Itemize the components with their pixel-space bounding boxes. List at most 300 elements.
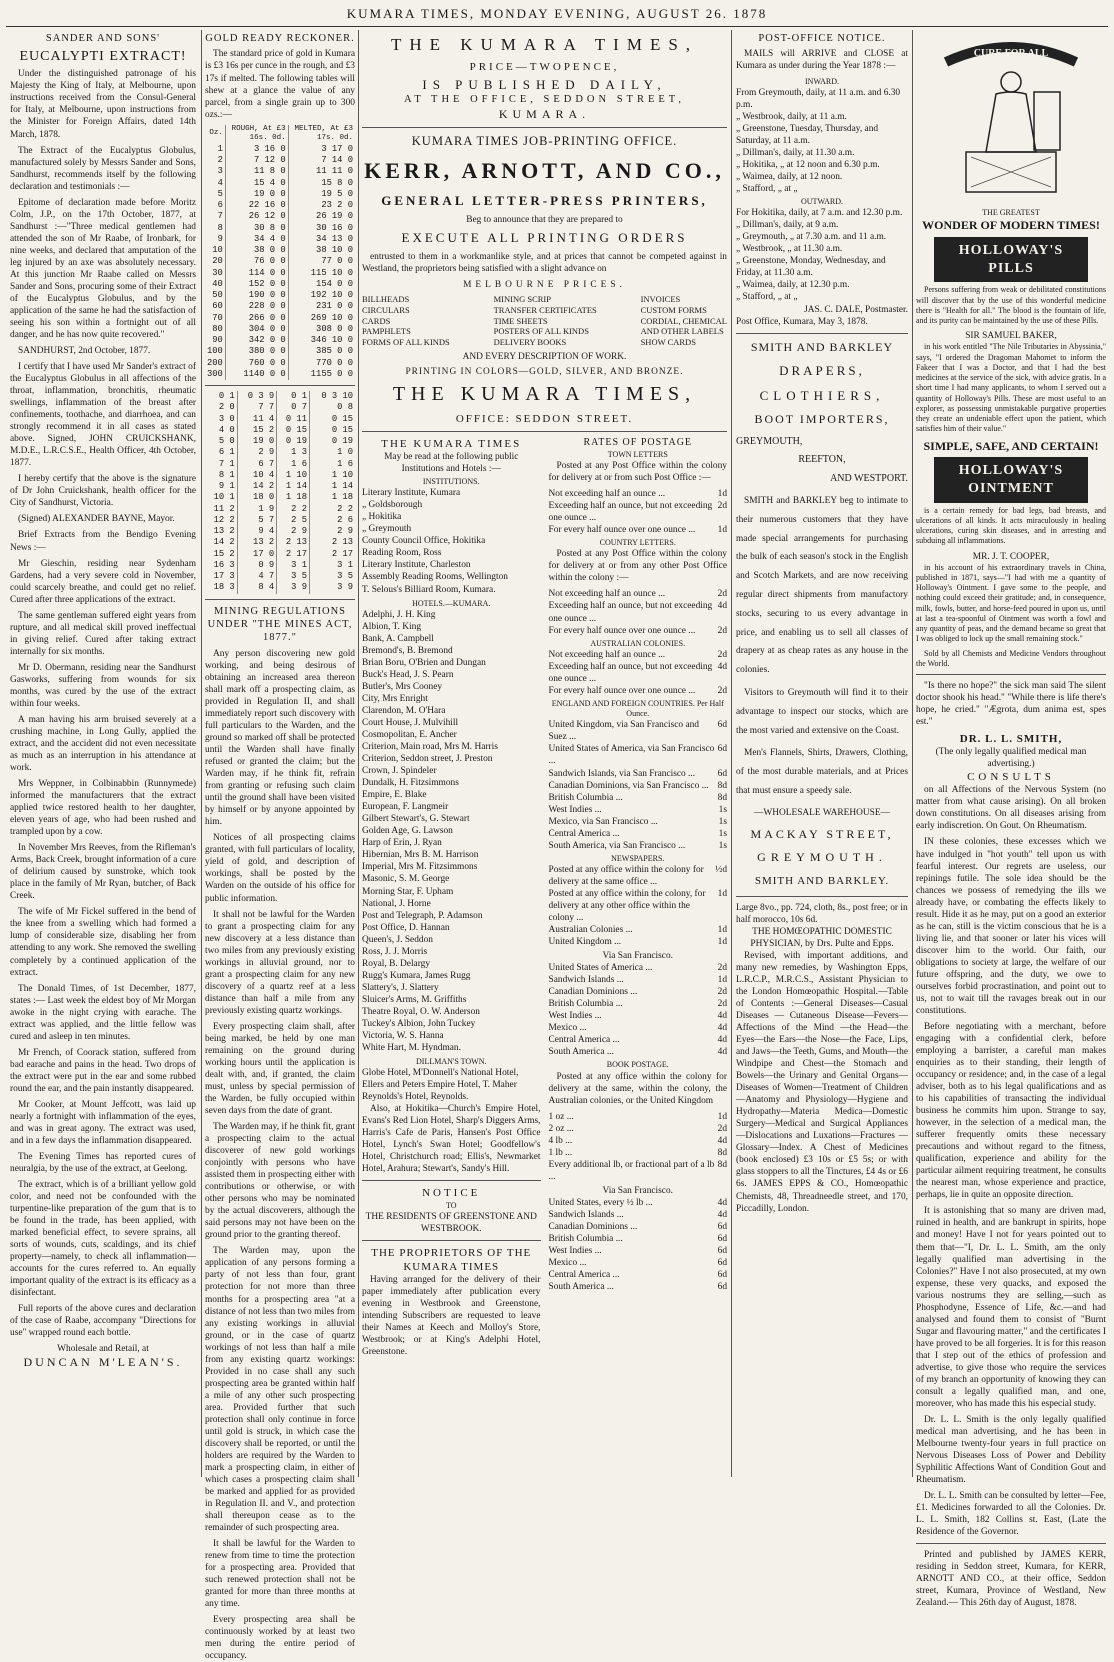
list-item: Literary Institute, Kumara bbox=[362, 488, 461, 499]
dr-smith-body bbox=[916, 836, 1106, 1538]
paragraph: In November Mrs Reeves, from the Rifleman's Arms, Back Creek, brought information of a cure of delirium caused by sunstroke, which took place in the family of Mr Ryan, butcher, of Back Creek. bbox=[10, 843, 196, 902]
wholesale: —WHOLESALE WAREHOUSE— bbox=[753, 807, 890, 818]
consults-heading: CONSULTS bbox=[967, 771, 1055, 784]
masthead-rule bbox=[6, 26, 1108, 27]
table-row: 10 38 0 0 38 10 0 bbox=[212, 245, 353, 256]
list-item: Crown, J. Spindeler bbox=[362, 766, 437, 777]
column-divider bbox=[731, 30, 732, 1477]
paper-price: PRICE—TWOPENCE, bbox=[469, 60, 620, 73]
list-item: Empire, E. Blake bbox=[362, 790, 427, 801]
dillman-heading: DILLMAN'S TOWN. bbox=[416, 1056, 487, 1066]
paragraph: Dr. L. L. Smith can be consulted by letter—Fee, £1. Medicines forwarded to all the Colonies. Dr. L. L. Smith, 182 Collins st. East, (Late the Residence of the Governor. bbox=[916, 1491, 1106, 1538]
rate-row: United Kingdom, via San Francisco and Suez ... 6d bbox=[548, 720, 727, 743]
job-item: CUSTOM FORMS bbox=[640, 304, 707, 315]
table-row: 12 2 5 7 2 5 2 6 bbox=[213, 514, 353, 525]
list-item: Rugg's Kumara, James Rugg bbox=[362, 970, 471, 981]
table-row: 4 15 4 0 15 8 0 bbox=[217, 177, 353, 188]
table-row: 5 0 19 0 0 19 0 19 bbox=[218, 436, 353, 447]
rate-row: Sandwich Islands ... 4d bbox=[548, 1210, 727, 1221]
rate-row: Central America ... 6d bbox=[548, 1270, 727, 1281]
australian-rates bbox=[549, 649, 728, 697]
rate-row: Not exceeding half an ounce ... 1d bbox=[548, 488, 727, 499]
list-item: Harp of Erin, J. Ryan bbox=[362, 838, 442, 849]
reckoner-intro: The standard price of gold in Kumara is £3 16s per cunce in the rough, and £3 17s if melted. The following tables will shew at a glance the value of any parcel, from a single grain up to 300 ozs.:— bbox=[205, 49, 355, 120]
paragraph: Dr. L. L. Smith is the only legally qualified medical man advertising, and he has been in Melbourne twenty-four years in full practice on Nervous Diseases Loss of Power and Debility Syphilitic Affections Want of Condition Gout and Rheumatism. bbox=[916, 1414, 1106, 1486]
column-holloway bbox=[916, 30, 1106, 1609]
list-item: „ Waimea, daily, at 12.30 p.m. bbox=[736, 280, 850, 291]
column-kumara-times bbox=[362, 30, 727, 1477]
paragraph: The Warden may, upon the application of any persons forming a party of not less than four, grant protection for not more than three months for a prospecting area "at a distance of not less than two miles from any existing workings in alluvial ground, or in the case of quartz workings of not less than half a mile from any existing quartz workings: Provided in no case shall any such prospecting area be granted within half a mile of any other such prospecting area. Provided further that such protection shall only continue in force until gold is struck, in which case the discovery shall be reported, or until the holders are required by the Warden to mark a prospecting claim, in either of which cases a prospecting claim shall be marked and applied for as provided in Regulation II. and V., and protection shall thereupon cease as to the remainder of such prospecting area. bbox=[205, 1246, 355, 1534]
list-item: Hibernian, Mrs B. M. Harrison bbox=[362, 850, 479, 861]
table-row: 11 2 1 9 2 2 2 2 bbox=[213, 503, 353, 514]
list-item: „ Westbrook, daily, at 11 a.m. bbox=[736, 111, 847, 122]
rate-row: United Kingdom ... 1d bbox=[548, 937, 727, 948]
table-row: 2 7 12 0 7 14 0 bbox=[217, 155, 353, 166]
table-row: 8 1 10 4 1 10 1 10 bbox=[218, 469, 353, 480]
list-item: Adelphi, J. H. King bbox=[362, 609, 436, 620]
job-item: DELIVERY BOOKS bbox=[493, 337, 567, 348]
list-item: Post and Telegraph, P. Adamson bbox=[362, 910, 483, 921]
list-item: Cosmopolitan, E. Ancher bbox=[362, 730, 457, 741]
rate-row: United States of America ... 2d bbox=[548, 963, 727, 974]
ad-footer-line: Wholesale and Retail, at bbox=[57, 1344, 149, 1355]
rate-row: Mexico ... 4d bbox=[548, 1023, 727, 1034]
paragraph: The extract, which is of a brilliant yellow gold color, and need not be confounded with the turpentine-like preparation of the gum that is to be found in the trade, has been applied, with marked beneficial effect, to severe sprains, all sorts of wounds, cuts, scaldings, and its chief property—namely, to check all inflammation—accounts for the cures referred to. An equally important quality of the extract is its efficacy as a disinfectant. bbox=[10, 1180, 196, 1299]
rate-row: Mexico, via San Francisco ... 1s bbox=[548, 816, 727, 827]
country-rates bbox=[549, 588, 728, 636]
paragraph: Every prospecting claim shall, after being marked, be held by one man remaining on the ground during working hours until the application is dealt with, and, if granted, the claim must, unless by special permission of the Warden, be fully occupied within seven days from the date of grant. bbox=[205, 1021, 355, 1117]
list-item: Court House, J. Mulvihill bbox=[362, 718, 459, 729]
job-list-a bbox=[362, 294, 450, 348]
list-item: Bank, A. Campbell bbox=[362, 633, 434, 644]
list-item: County Council Office, Hokitika bbox=[362, 536, 486, 547]
job-item: MINING SCRIP bbox=[493, 293, 551, 304]
paragraph: Under the distinguished patronage of his Majesty the King of Italy, at Melbourne, upon instructions received from the Consul-General for Italy, at Melbourne, upon instructions from the Minister for Foreign Affairs, dated 14th March, 1878. bbox=[10, 69, 196, 140]
mining-body bbox=[205, 648, 355, 1662]
wonder-title: WONDER OF MODERN TIMES! bbox=[922, 218, 1100, 233]
paragraph: The Donald Times, of 1st December, 1877, states :— Last week the eldest boy of Mr Morgan awoke in the night crying with earache. The extract was applied, and the little fellow was cured and asleep in ten minutes. bbox=[10, 983, 196, 1042]
list-item: „ Goldsborough bbox=[362, 500, 423, 511]
list-item: „ Westbrook, „ at 11.30 a.m. bbox=[736, 244, 843, 255]
rate-row: Exceeding half an ounce, but not exceeding one ounce ... 4d bbox=[548, 601, 727, 624]
list-item: Sluicer's Arms, M. Griffiths bbox=[362, 994, 467, 1005]
list-item: „ Greymouth bbox=[362, 524, 412, 535]
job-list-b bbox=[494, 294, 597, 348]
table-row: 30 114 0 0 115 10 0 bbox=[212, 267, 353, 278]
list-item: Clarendon, M. O'Hara bbox=[362, 706, 446, 717]
job-item: PAMPHLETS bbox=[362, 326, 411, 337]
printer-imprint: Printed and published by JAMES KERR, residing in Seddon street, Kumara, for KERR, ARNOTT AND CO., at their office, Seddon street, Kumara, Province of Westland, New Zealand.— This 26th day of August, 1878. bbox=[916, 1550, 1106, 1609]
firm-name: KERR, ARNOTT, AND CO., bbox=[364, 158, 725, 184]
list-item: From Greymouth, daily, at 11 a.m. and 6.30 p.m. bbox=[736, 87, 901, 110]
rate-row: Exceeding half an ounce, but not exceeding one ounce ... 4d bbox=[548, 661, 727, 684]
table-row: 9 34 4 0 34 13 0 bbox=[217, 233, 353, 244]
list-item: Tuckey's Albion, John Tuckey bbox=[362, 1018, 476, 1029]
list-item: Gilbert Stewart's, G. Stewart bbox=[362, 814, 470, 825]
paragraph: I hereby certify that the above is the signature of Dr John Cruickshank, health officer for the City of Sandhurst, Victoria. bbox=[10, 474, 196, 509]
job-list bbox=[362, 294, 727, 348]
book-rates bbox=[549, 1111, 728, 1183]
reading-intro: May be read at the following public Institutions and Hotels :— bbox=[384, 451, 519, 474]
sf2-rates bbox=[549, 1197, 728, 1293]
job-item: POSTERS OF ALL KINDS bbox=[493, 326, 589, 337]
cooper-heading: MR. J. T. COOPER, bbox=[972, 551, 1050, 562]
job-item: BILLHEADS bbox=[362, 293, 410, 304]
town-heading: TOWN LETTERS bbox=[607, 449, 668, 459]
baker-heading: SIR SAMUEL BAKER, bbox=[965, 331, 1057, 342]
rate-row: Central America ... 4d bbox=[548, 1035, 727, 1046]
smith-flannels: Men's Flannels, Shirts, Drawers, Clothing, of the most durable materials, and at Prices that must ensure a speedy sale. bbox=[736, 748, 908, 797]
paragraph: Full reports of the above cures and declaration of the case of Raabe, accompany "Directions for use" wrapped round each bottle. bbox=[10, 1304, 196, 1339]
list-item: Morning Star, F. Upham bbox=[362, 886, 454, 897]
job-item: TIME SHEETS bbox=[493, 315, 548, 326]
homeo-intro: Large 8vo., pp. 724, cloth, 8s., post free; or in half morocco, 10s 6d. bbox=[736, 902, 908, 925]
list-item: „ Dillman's, daily, at 11.30 a.m. bbox=[736, 147, 855, 158]
svg-text:CURE FOR ALL: CURE FOR ALL bbox=[973, 48, 1049, 59]
rate-row: British Columbia ... 8d bbox=[548, 792, 727, 803]
job-list-c bbox=[641, 294, 727, 348]
paragraph: A man having his arm bruised severely at a crushing machine, in Long Gully, applied the extract, and the accident did not even necessitate as much as an interruption in his attendance at work. bbox=[10, 714, 196, 774]
table-row: 6 22 16 0 23 2 0 bbox=[217, 200, 353, 211]
ad-body bbox=[10, 68, 196, 1339]
list-item: „ Greenstone, Tuesday, Thursday, and Saturday, at 11 a.m. bbox=[736, 123, 879, 146]
list-item: „ Stafford, „ at „ bbox=[736, 292, 798, 303]
list-item: White Hart, M. Hyndman. bbox=[362, 1042, 461, 1053]
list-item: Ross, J. J. Morris bbox=[362, 946, 428, 957]
institutions-heading: INSTITUTIONS. bbox=[422, 477, 480, 487]
book-heading: BOOK POSTAGE. bbox=[606, 1060, 669, 1070]
simple-safe-title: SIMPLE, SAFE, AND CERTAIN! bbox=[923, 438, 1099, 453]
table-row: 5 19 0 0 19 5 0 bbox=[217, 188, 353, 199]
ointment-text: is a certain remedy for bad legs, bad breasts, and ulcerations of all kinds. It acts miraculously in healing ulcerations, curing skin diseases, and in arresting and subduing all inflammations. bbox=[916, 505, 1106, 546]
newspaper-rates bbox=[549, 864, 728, 948]
list-item: Victoria, W. S. Hanna bbox=[362, 1030, 444, 1041]
paragraph: It shall not be lawful for the Warden to grant a prospecting claim for any new discovery at a less distance than two miles from any previously existing workings in alluvial ground, nor to grant a prospecting claim for any new discovery of a quartz reef at a less distance than half a mile from any previously existing quartz workings. bbox=[205, 909, 355, 1016]
greymouth: GREYMOUTH. bbox=[757, 850, 887, 865]
rate-row: West Indies ... 1s bbox=[548, 804, 727, 815]
rate-row: United States, every ½ lb ... 4d bbox=[548, 1198, 727, 1209]
table-row: 70 266 0 0 269 10 0 bbox=[212, 312, 353, 323]
job-colors: PRINTING IN COLORS—GOLD, SILVER, AND BRONZE. bbox=[405, 367, 684, 378]
holloways-ointment-logo: HOLLOWAY'S OINTMENT bbox=[934, 457, 1088, 503]
job-item: AND OTHER LABELS bbox=[640, 326, 724, 337]
column-divider bbox=[201, 30, 202, 1477]
quote: "Is there no hope?" the sick man said The silent doctor shook his head." "While there is life there's hope, he cried." "Ægrota, dum anima est, spes est." bbox=[916, 681, 1106, 728]
table-row: 60 228 0 0 231 0 0 bbox=[212, 301, 353, 312]
rate-row: Central America ... 1s bbox=[548, 828, 727, 839]
table-row: 3 0 11 4 0 11 0 15 bbox=[218, 413, 353, 424]
list-item: Assembly Reading Rooms, Wellington bbox=[362, 572, 508, 583]
rate-row: Canadian Dominions, via San Francisco ... 8d bbox=[548, 780, 727, 791]
town-rates bbox=[549, 488, 728, 536]
rate-row: British Columbia ... 6d bbox=[548, 1234, 727, 1245]
rate-row: West Indies ... 4d bbox=[548, 1011, 727, 1022]
list-item: „ Greymouth, „ at 7.30 a.m. and 11 a.m. bbox=[736, 232, 887, 243]
place-reefton: REEFTON, bbox=[798, 454, 846, 466]
homeo-text: Revised, with important additions, and many new remedies, by Washington Epps, L.R.C.P., M.R.C.S., Assistant Physician to the London Homœopathic Hospital.—Table of Contents :—General Diseases—Casual Diseases — Cutaneous Disease—Fevers—Affections of the Mind —the Head—the Eyes—the Ears—the Nose—the Face, Lips, and Jaws—the Teeth, Gums, and Mouth—the Windpipe and Chest—the Stomach and Bowels—the Urinary and Genital Organs—Diseases of Women—Treatment of Children—Anatomy and Physiology—Hygiene and Hydropathy—Materia Medica—Domestic Surgery—Medical and Surgical Appliances —Dislocations and Luxations—Fractures —Glossary—Index. A Chest of Medicines (book enclosed) £3 10s or £5 5s; or with glass stoppers to all the Tinctures, £4 4s or £6 6s. JAMES EPPS & CO., Homœopathic Chemists, 48, Threadneedle street, and 170, Piccadilly, London. bbox=[736, 950, 908, 1214]
post-office-intro: MAILS will ARRIVE and CLOSE at Kumara as under during the Year 1878 :— bbox=[736, 49, 908, 72]
list-item: Literary Institute, Charleston bbox=[362, 560, 471, 571]
rate-row: For every half ounce over one ounce ... 2d bbox=[548, 625, 727, 636]
table-row: 80 304 0 0 308 0 0 bbox=[212, 323, 353, 334]
clothiers: CLOTHIERS, bbox=[759, 387, 885, 403]
rate-row: Not exceeding half an ounce ... 2d bbox=[548, 649, 727, 660]
paragraph: SANDHURST, 2nd October, 1877. bbox=[18, 346, 151, 357]
paragraph: It shall be lawful for the Warden to renew from time to time the protection for a prospecting area. Provided that such renewed protection shall not be granted for more than three months at any time. bbox=[205, 1539, 355, 1610]
list-item: Slattery's, J. Slattery bbox=[362, 982, 439, 993]
paper-title: THE KUMARA TIMES, bbox=[390, 35, 699, 54]
list-item: Criterion, Main road, Mrs M. Harris bbox=[362, 742, 498, 753]
job-item: CARDS bbox=[362, 315, 391, 326]
table-row: 100 380 0 0 385 0 0 bbox=[207, 346, 353, 357]
paragraph: (Signed) ALEXANDER BAYNE, Mayor. bbox=[18, 514, 175, 525]
place-westport: AND WESTPORT. bbox=[830, 473, 908, 485]
australian-heading: AUSTRALIAN COLONIES. bbox=[590, 638, 686, 648]
paper-office: OFFICE: SEDDON STREET. bbox=[455, 412, 634, 425]
postage-rates bbox=[549, 437, 728, 1362]
reckoner-table-ounces: Oz. ROUGH, At £3 16s. 0d. MELTED, At £3 17s. 0d. 1 3 16 0 3 17 0 2 7 12 0 7 14 0 3 11 8 0 11 11 0 4 15 4 0 15 8 0 5 19 0 0 19 5 0 6 22 16 0 23 2 0 7 26 12 0 26 19 0 8 30 8 0 30 16 0 9 34 4 0 34 13 0 10 38 0 0 38 10 0 20 76 0 0 77 0 0 30 114 0 0 115 10 0 40 152 0 0 154 0 0 50 190 0 0 192 10 0 60 228 0 0 231 0 0 70 266 0 0 269 10 0 80 304 0 0 308 0 0 90 342 0 0 346 10 0 100 380 0 0 385 0 0 200 760 0 0 770 0 0 300 1140 0 0 1155 0 0 bbox=[207, 124, 353, 379]
column-gold-reckoner bbox=[205, 30, 355, 1662]
rate-row: South America, via San Francisco ... 1s bbox=[548, 840, 727, 851]
rate-row: Posted at any office within the colony for delivery at the same office ... ½d bbox=[548, 864, 727, 887]
table-row: 4 0 15 2 0 15 0 15 bbox=[218, 424, 353, 435]
paper-pub-line-2: AT THE OFFICE, SEDDON STREET, bbox=[403, 94, 686, 106]
rate-row: Every additional lb, or fractional part of a lb ... 8d bbox=[548, 1159, 727, 1182]
table-row: 13 2 9 4 2 9 2 9 bbox=[213, 526, 353, 537]
paragraph: The Extract of the Eucalyptus Globulus, manufactured solely by Messrs Sander and Sons, Sandhurst, recommends itself by the following declaration and testimonials :— bbox=[10, 145, 196, 192]
firm-prices: MELBOURNE PRICES. bbox=[463, 279, 626, 290]
firm-trade: GENERAL LETTER-PRESS PRINTERS, bbox=[381, 193, 708, 209]
paper-title-2: THE KUMARA TIMES, bbox=[392, 383, 697, 406]
inward-list bbox=[736, 87, 908, 195]
rate-row: Posted at any office within the colony, for delivery at any other office within the colony ... 1d bbox=[548, 889, 727, 924]
book-text: Posted at any office within the colony for delivery at the same, within the colony, the Australian colonies, or the United Kingdom bbox=[548, 1071, 727, 1106]
ad-heading: SANDER AND SONS' bbox=[45, 33, 161, 44]
boot-importers: BOOT IMPORTERS, bbox=[754, 412, 890, 427]
rate-row: 1 oz ... 1d bbox=[548, 1111, 727, 1122]
job-item: CORDIAL, CHEMICAL bbox=[640, 315, 727, 326]
rate-row: 4 lb ... 4d bbox=[548, 1135, 727, 1146]
list-item: Albion, T. King bbox=[362, 621, 422, 632]
list-item: Queen's, J. Seddon bbox=[362, 934, 433, 945]
mining-heading: MINING REGULATIONS UNDER "THE MINES ACT, 1877." bbox=[207, 605, 353, 644]
list-item: City, Mrs Enright bbox=[362, 694, 428, 704]
list-item: „ Hokitika, „ at 12 noon and 6.30 p.m. bbox=[736, 159, 880, 170]
smith-body: SMITH and BARKLEY beg to intimate to their numerous customers that they have made special arrangements for purchasing the bulk of each season's stock in the English and Scotch Markets, and are now receiving regular direct shipments from manufactory stocks, securing to us every advantage in price, and enabling us to sell all classes of drapery at as cheap rates as any house in the colonies. bbox=[736, 495, 908, 676]
list-item: T. Selous's Billiard Room, Kumara. bbox=[362, 584, 496, 595]
dr-smith-sub: (The only legally qualified medical man advertising.) bbox=[935, 747, 1087, 770]
notice-residents: THE RESIDENTS OF GREENSTONE AND WESTBROOK. bbox=[365, 1211, 537, 1234]
job-item: CIRCULARS bbox=[362, 304, 410, 315]
firm-entrusted: entrusted to them in a workmanlike style, and at prices that cannot be competed against in Westland, the proprietors being satisfied with a slight advance on bbox=[362, 251, 727, 274]
paragraph: The Warden may, if he think fit, grant a prospecting claim to the actual discoverer of new gold workings conjointly with persons who have assisted them in prospecting either with contributions or otherwise, or with other persons who may be nominated by the actual discoverers, although the said persons may not have been on the ground prior to the granting thereof. bbox=[205, 1122, 355, 1241]
notice-heading: NOTICE bbox=[422, 1187, 481, 1200]
rate-row: South America ... 4d bbox=[548, 1047, 727, 1058]
list-item: Reading Room, Ross bbox=[362, 548, 442, 559]
rate-row: Canadian Dominions ... 6d bbox=[548, 1222, 727, 1233]
ad-footer-vendor: DUNCAN M'LEAN'S. bbox=[23, 1355, 183, 1370]
job-item: INVOICES bbox=[640, 293, 681, 304]
paragraph: Any person discovering new gold working, and being desirous of obtaining an increased area thereon shall mark off a prospecting claim, as provided in Regulation II, and shall immediately report such discovery with full particulars to the Warden, and the ground so marked off shall be protected until the Warden shall have finally refused or granted the claim; but the Warden may, if he think fit, refrain from granting or refusing such claim until the ground shall have been visited by himself or by anyone appointed by him. bbox=[205, 648, 355, 828]
england-rates bbox=[549, 719, 728, 851]
rate-row: Not exceeding half an ounce ... 2d bbox=[548, 589, 727, 600]
column-divider bbox=[912, 30, 913, 1477]
inward-heading: INWARD. bbox=[805, 76, 839, 86]
hotels-heading: HOTELS.—KUMARA. bbox=[412, 598, 491, 608]
list-item: „ Hokitika bbox=[362, 512, 402, 523]
country-text: Posted at any Post Office within the colony for delivery at or from any other Post Office within the colony :— bbox=[548, 549, 727, 584]
paragraph: Mrs Weppner, in Colbinabbin (Runnymede) informed the manufacturers that the extract applied twice restored health to her daughter, eleven years of age, who had been rushed and trampled upon by a cow. bbox=[10, 779, 196, 838]
table-row: 9 1 14 2 1 14 1 14 bbox=[218, 481, 353, 492]
paper-pub-line-1: IS PUBLISHED DAILY, bbox=[422, 76, 667, 92]
paragraph: It is astonishing that so many are driven mad, ruined in health, and are bankrupt in spirits, hope and money! Have I not for years pointed out to them that—"I, Dr. L. L. Smith, am the only legally qualified man advertising in the Colonies?" Have I not also prosecuted, at my own expense, these very quacks, and exposed the various nostrums they are selling,—such as Phosphodyne, Essence of Life, &c.—and had analysed and found them to consist of "Burnt Sugar and flavouring matter," and the certificates I have proved to be all forgeries. It is for this reason that I step out of the ethics of profession and advertise, to give those who require the services of my branch an opportunity of knowing they can consult a legally qualified man, and one, moreover, who has made this his especial study. bbox=[916, 1206, 1106, 1409]
list-item: Golden Age, G. Lawson bbox=[362, 826, 453, 837]
paragraph: IN these colonies, these excesses which we have indulged in "hot youth" tell upon us with fearful interest. Our regrets are useless, our repinings futile. The sole idea should be the chances we possess of remedying the ills we already have, or combating the effects likely to result. Hide it as he may, put on a good an exterior as he can, still is the victim conscious that he is a living lie, and that sooner or later his vices will discover him to the world. Our faith, our obligations to society at large, the welfare of our future offspring, and the duty, we owe to ourselves forbid procrastination, and point out to us, not to wait till the ravages break out in our constitutions. bbox=[916, 837, 1106, 1016]
list-item: National, J. Horne bbox=[362, 898, 431, 909]
table-row: 14 2 13 2 2 13 2 13 bbox=[213, 537, 353, 548]
rate-row: British Columbia ... 2d bbox=[548, 999, 727, 1010]
dr-smith-name: DR. L. L. SMITH, bbox=[959, 733, 1063, 746]
list-item: Royal, B. Delargy bbox=[362, 958, 431, 969]
rate-row: Australian Colonies ... 1d bbox=[548, 925, 727, 936]
pills-text: Persons suffering from weak or debilitated constitutions will discover that by the use of this wonderful medicine there is "Health for all." The blood is the fountain of life, and its purity can be maintained by the use of these Pills. bbox=[916, 285, 1106, 326]
outward-heading: OUTWARD. bbox=[801, 197, 843, 207]
table-row: 50 190 0 0 192 10 0 bbox=[212, 290, 353, 301]
baker-text: in his work entitled "The Nile Tributaries in Abyssinia," says, "I ordered the Dragoman Mahomet to inform the Fakeer that I was a Doctor, and that I had the best medicines at the service of the sick, with advice gratis. In a short time I had many applicants, to whom I served out a quantity of Holloway's Pills. These are most useful to an explorer, as possessing unmistakable purgative properties they create an undeniable effect upon the patient, which satisfies him of their value." bbox=[916, 342, 1106, 434]
rate-row: For every half ounce over one ounce ... 1d bbox=[548, 525, 727, 536]
table-row: 0 1 0 3 9 0 1 0 3 10 bbox=[218, 391, 353, 402]
newspapers-heading: NEWSPAPERS. bbox=[611, 853, 665, 863]
table-row: 40 152 0 0 154 0 0 bbox=[212, 278, 353, 289]
column-eucalypti bbox=[10, 30, 196, 1477]
list-item: Bremond's, B. Bremond bbox=[362, 645, 453, 656]
rate-row: 2 oz ... 2d bbox=[548, 1123, 727, 1134]
list-item: Criterion, Seddon street, J. Preston bbox=[362, 754, 493, 765]
rate-row: Canadian Dominions ... 2d bbox=[548, 987, 727, 998]
dillman-list: Globe Hotel, M'Donnell's National Hotel, Ellers and Peters Empire Hotel, T. Maher Reynolds's Hotel, Reynolds. bbox=[362, 1068, 519, 1103]
rate-row: United States of America, via San Francisco ... 6d bbox=[548, 744, 727, 767]
rate-row: 1 lb ... 8d bbox=[548, 1147, 727, 1158]
ad-title: EUCALYPTI EXTRACT! bbox=[19, 49, 187, 65]
list-item: „ Stafford, „ at „ bbox=[736, 183, 798, 194]
england-heading: ENGLAND AND FOREIGN COUNTRIES. Per Half Ounce. bbox=[551, 698, 724, 719]
proprietors-heading: THE PROPRIETORS OF THE KUMARA TIMES bbox=[371, 1246, 532, 1273]
smith-barkley-name: SMITH AND BARKLEY bbox=[750, 339, 894, 354]
paragraph: Mr D. Obermann, residing near the Sandhurst Gasworks, suffering from wounds for six months, was cured by the use of the extract within four weeks. bbox=[10, 662, 196, 709]
masthead: KUMARA TIMES, MONDAY EVENING, AUGUST 26. 1878 bbox=[346, 6, 768, 21]
consults-text: on all Affections of the Nervous System (no matter from what cause arising). On all broken down constitutions. On all diseases arising from early indiscretion. On Gout. On Rheumatism. bbox=[916, 785, 1106, 832]
table-row: 7 1 6 7 1 6 1 6 bbox=[218, 458, 353, 469]
rate-row: West Indies ... 6d bbox=[548, 1246, 727, 1257]
table-row: 20 76 0 0 77 0 0 bbox=[212, 256, 353, 267]
list-item: For Hokitika, daily, at 7 a.m. and 12.30 p.m. bbox=[736, 208, 903, 219]
list-item: „ Greenstone, Monday, Wednesday, and Friday, at 11.30 a.m. bbox=[736, 256, 886, 279]
paragraph: Every prospecting area shall be continuously worked by at least two men during the entire period of occupancy. bbox=[205, 1615, 355, 1662]
paragraph: The Evening Times has reported cures of neuralgia, by the use of the extract, at Geelong. bbox=[10, 1151, 196, 1174]
rate-row: South America ... 6d bbox=[548, 1282, 727, 1293]
paragraph: The same gentleman suffered eight years from rupture, and all medical skill proved ineffectual in giving relief. Cured after taking extract internally for six months. bbox=[10, 610, 196, 657]
place-greymouth: GREYMOUTH, bbox=[736, 435, 803, 447]
paragraph: Brief Extracts from the Bendigo Evening News :— bbox=[10, 530, 196, 553]
paragraph: Before negotiating with a merchant, before engaging with a confidential clerk, before employing a barrister, a careful man makes enquiries as to their standing, their length of occupancy or residence; and, in the case of a legal adviser, both as to his legal qualifications and as to his capabilities of transacting the individual business he commits him upon. Strange to say, however, in the selection of a medical man, the sufferer frequently omits these necessary precautions and without regard to the fitness, qualification, experience and ability for the particular ailment requiring treatment, he consults the nearest man, whose experience and practice, perhaps, lie in quite an opposite direction. bbox=[916, 1021, 1106, 1201]
paragraph: Mr French, of Coorack station, suffered from bad earache and pains in the head. Two drops of the extract were put in the ear and some rubbed round the ear, and the pain instantly disappeared. bbox=[10, 1047, 196, 1094]
job-item: TRANSFER CERTIFICATES bbox=[493, 304, 597, 315]
table-row: 16 3 0 9 3 1 3 1 bbox=[213, 559, 353, 570]
list-item: „ Waimea, daily, at 12 noon. bbox=[736, 171, 843, 182]
job-item: FORMS OF ALL KINDS bbox=[362, 337, 450, 348]
postmaster-sign: JAS. C. DALE, Postmaster. bbox=[804, 304, 908, 315]
cure-for-all-illustration bbox=[926, 32, 1096, 202]
table-row: 1 3 16 0 3 17 0 bbox=[217, 143, 353, 154]
reading-list bbox=[362, 437, 541, 1362]
table-row: 90 342 0 0 346 10 0 bbox=[212, 335, 353, 346]
table-row: 15 2 17 0 2 17 2 17 bbox=[213, 548, 353, 559]
sf2-heading: Via San Francisco. bbox=[602, 1185, 673, 1196]
rate-row: Mexico ... 6d bbox=[548, 1258, 727, 1269]
table-row: 7 26 12 0 26 19 0 bbox=[217, 211, 353, 222]
lower-columns bbox=[362, 437, 727, 1362]
list-item: Imperial, Mrs M. Fitzsimmons bbox=[362, 862, 478, 873]
paragraph: I certify that I have used Mr Sander's extract of the Eucalyptus Globulus in all affections of the throat, inflammation, bronchitis, rheumatic swellings, inflammation of the breast after confinements, toothache, and diarrhoea, and can strongly recommend it in all cases as stated above. Signed, JOHN CRUICKSHANK, M.D.E., L.R.C.S.E., Health Officer, 4th October, 1877. bbox=[10, 362, 196, 469]
list-item: Theatre Royal, O. W. Anderson bbox=[362, 1006, 480, 1017]
table-row: 17 3 4 7 3 5 3 5 bbox=[213, 571, 353, 582]
proprietors-text: Having arranged for the delivery of their paper immediately after publication every evening in Westbrook and Greenstone, intending Subscribers are requested to leave their Names at Keech and Molloy's Store, Westbrook; or at King's Adelphi Hotel, Greenstone. bbox=[362, 1274, 541, 1358]
sf-rates bbox=[549, 962, 728, 1058]
institutions-list bbox=[362, 487, 541, 595]
job-office-title: KUMARA TIMES JOB-PRINTING OFFICE. bbox=[411, 134, 678, 149]
smith-visitors: Visitors to Greymouth will find it to their advantage to inspect our stocks, which are the most varied and extensive on the Coast. bbox=[736, 688, 908, 736]
list-item: Buck's Head, J. S. Pearn bbox=[362, 669, 454, 680]
table-row: 200 760 0 0 770 0 0 bbox=[207, 357, 353, 368]
paper-pub-line-3: KUMARA. bbox=[498, 106, 591, 121]
reckoner-heading: GOLD READY RECKONER. bbox=[205, 33, 355, 44]
table-row: 2 0 7 7 0 7 0 8 bbox=[218, 402, 353, 413]
paragraph: The wife of Mr Fickel suffered in the bend of the knee from a swelling which had formed a lump of considerable size, disabling her from attending to any work. She removed the swelling completely by a continued application of the extract. bbox=[10, 907, 196, 978]
table-row: 300 1140 0 0 1155 0 0 bbox=[207, 368, 353, 379]
post-office-heading: POST-OFFICE NOTICE. bbox=[758, 33, 886, 44]
paragraph: Mr Gieschin, residing near Sydenham Gardens, had a very severe cold in November, could scarcely breathe, and could get no relief. Cured after three applications of the extract. bbox=[10, 558, 196, 605]
cooper-text: in his account of his extraordinary travels in China, published in 1871, says—"I had with me a quantity of Holloway's Ointment. I gave some to the people, and nothing could exceed their gratitude; and, in consequence, milk, fowls, butter, and horse-feed poured in upon us, until at last a tea-spoonful of Ointment was worth a fowl and any quantity of peas, and the demand became so great that I was obliged to lock up the small remaining stock." bbox=[916, 562, 1106, 644]
rate-row: Exceeding half an ounce, but not exceeding one ounce ... 2d bbox=[548, 501, 727, 524]
town-text: Posted at any Post Office within the colony for delivery at or from such Post Office :— bbox=[548, 460, 727, 483]
table-row: 3 11 8 0 11 11 0 bbox=[217, 166, 353, 177]
outward-list bbox=[736, 207, 908, 303]
reading-title: THE KUMARA TIMES bbox=[381, 437, 522, 450]
sf-heading: Via San Francisco. bbox=[602, 951, 673, 962]
job-item: SHOW CARDS bbox=[640, 337, 696, 348]
column-post-office bbox=[736, 30, 908, 1477]
smith-barkley-sign: SMITH AND BARKLEY. bbox=[754, 874, 890, 887]
rate-row: Sandwich Islands, via San Francisco ... 6d bbox=[548, 768, 727, 779]
table-row: 6 1 2 9 1 3 1 0 bbox=[218, 447, 353, 458]
homeo-heading: THE HOMŒOPATHIC DOMESTIC PHYSICIAN, by Drs. Pulte and Epps. bbox=[750, 926, 894, 949]
drapers: DRAPERS, bbox=[779, 362, 865, 378]
list-item: Butler's, Mrs Cooney bbox=[362, 681, 443, 692]
paragraph: Epitome of declaration made before Moritz Colm, J.P., on the 17th October, 1877, at Sandhurst :—"Three medical gentlemen had attended the son of Mr Raabe, of Ironbark, for nine weeks, and declared that amputation of the leg injured by an axe was absolutely necessary. At this junction Mr Raabe called on Messrs Sander and Sons, procuring some of their Extract of the Eucalyptus Globulus, and by the application of the same he had the satisfaction of seeing his son within a fortnight out of all danger, and he has now quite recovered." bbox=[10, 197, 196, 340]
list-item: Dundalk, H. Fitzsimmons bbox=[362, 778, 459, 789]
mackay-street: MACKAY STREET, bbox=[750, 826, 894, 841]
paragraph: Mr Cooker, at Mount Jeffcott, was laid up nearly a fortnight with inflammation of the eyes, and was in great agony. The extract was used, and in a few days the inflammation disappeared. bbox=[10, 1099, 196, 1146]
list-item: Masonic, S. M. George bbox=[362, 874, 450, 885]
greatest-label: THE GREATEST bbox=[982, 208, 1040, 218]
list-item: Post Office, D. Hannan bbox=[362, 922, 450, 933]
list-item: European, F. Langmeir bbox=[362, 802, 449, 813]
list-item: „ Dillman's, daily, at 9 a.m. bbox=[736, 220, 839, 231]
hokitika-list: Also, at Hokitika—Church's Empire Hotel, Evans's Red Lion Hotel, Sharp's Diggers Arms, Harris's Cafe de Paris, Hansen's Post Office Hotel, Lynch's Swan Hotel; Goodfellow's Hotel, Christchurch road; Ellis's, Newmarket Hotel, Arahura; Stewart's, Sandy's Hill. bbox=[362, 1104, 541, 1175]
rate-row: For every half ounce over one ounce ... 2d bbox=[548, 685, 727, 696]
table-row: 8 30 8 0 30 16 0 bbox=[217, 222, 353, 233]
country-heading: COUNTRY LETTERS. bbox=[599, 538, 676, 548]
